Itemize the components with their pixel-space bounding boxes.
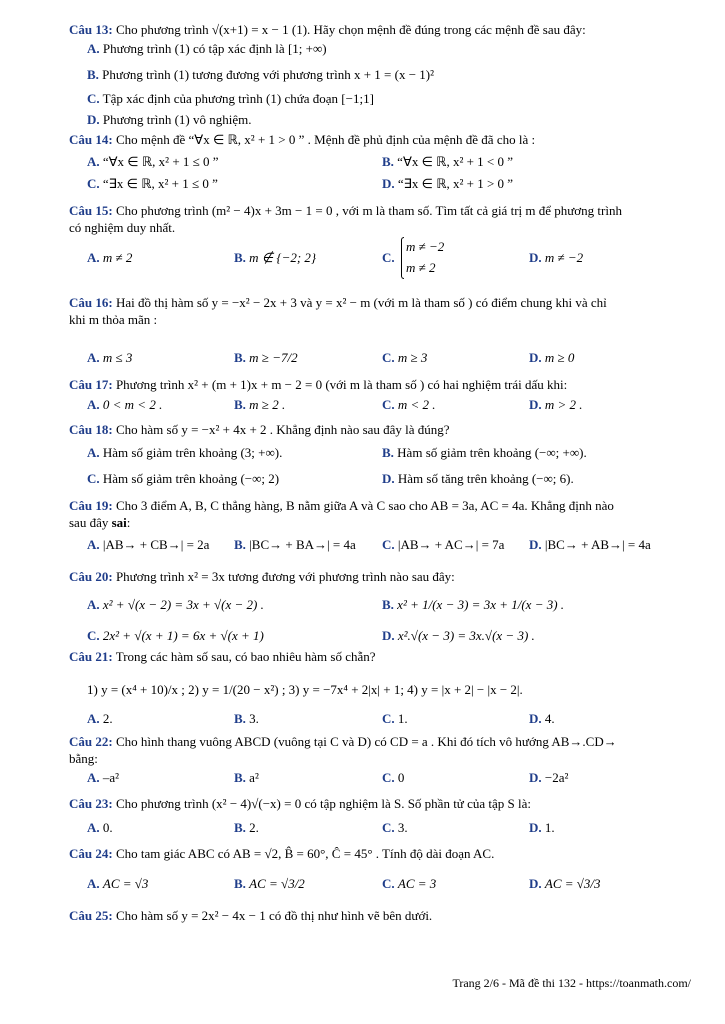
option-b: B. m ∉ {−2; 2} xyxy=(234,250,317,265)
option-b: B. |BC→ + BA→| = 4a xyxy=(234,537,356,552)
question-number: Câu 13: xyxy=(69,22,113,37)
question-22-cont: bằng: xyxy=(69,751,98,766)
option-a: A. m ≠ 2 xyxy=(87,250,133,265)
option-b: B. 2. xyxy=(234,820,259,835)
page-footer: Trang 2/6 - Mã đề thi 132 - https://toanmath.com/ xyxy=(452,976,691,990)
option-a: A. m ≤ 3 xyxy=(87,350,133,365)
option-d: D. Phương trình (1) vô nghiệm. xyxy=(87,112,252,127)
option-c: C. AC = 3 xyxy=(382,876,437,891)
option-a: A. |AB→ + CB→| = 2a xyxy=(87,537,210,552)
option-b: B. Phương trình (1) tương đương với phương trình x + 1 = (x − 1)² xyxy=(87,67,434,82)
question-24: Câu 24: Cho tam giác ABC có AB = √2, B̂ = 60°, Ĉ = 45° . Tính độ dài đoạn AC. xyxy=(69,846,495,861)
option-a: A. Hàm số giảm trên khoảng (3; +∞). xyxy=(87,445,283,460)
option-a: A. –a² xyxy=(87,770,120,785)
functions-line: 1) y = (x⁴ + 10)/x ; 2) y = 1/(20 − x²) ; 3) y = −7x⁴ + 2|x| + 1; 4) y = |x + 2| − |x − 2|. xyxy=(87,682,523,697)
question-22: Câu 22: Cho hình thang vuông ABCD (vuông tại C và D) có CD = a . Khi đó tích vô hướng AB→.CD→ xyxy=(69,734,617,749)
option-b: B. Hàm số giảm trên khoảng (−∞; +∞). xyxy=(382,445,587,460)
question-13 xyxy=(69,21,695,38)
option-a: A. x² + √(x − 2) = 3x + √(x − 2) . xyxy=(87,597,264,612)
question-19: Câu 19: Cho 3 điểm A, B, C thẳng hàng, B nằm giữa A và C sao cho AB = 3a, AC = 4a. Khẳng định nào xyxy=(69,498,614,513)
option-c-label: C. xyxy=(382,250,395,265)
option-d: D. Hàm số tăng trên khoảng (−∞; 6). xyxy=(382,471,574,486)
option-d: D. m > 2 . xyxy=(529,397,583,412)
question-25: Câu 25: Cho hàm số y = 2x² − 4x − 1 có đồ thị như hình vẽ bên dưới. xyxy=(69,908,433,923)
option-c-line1: m ≠ −2 xyxy=(406,239,445,254)
option-d: D. 1. xyxy=(529,820,555,835)
option-a: A. “∀x ∈ ℝ, x² + 1 ≤ 0 ” xyxy=(87,154,219,169)
brace xyxy=(401,237,404,279)
option-d: D. m ≥ 0 xyxy=(529,350,575,365)
question-16-cont: khi m thỏa mãn : xyxy=(69,312,158,327)
option-a: A. 0 < m < 2 . xyxy=(87,397,163,412)
option-a: A. AC = √3 xyxy=(87,876,149,891)
question-14: Câu 14: Cho mệnh đề “∀x ∈ ℝ, x² + 1 > 0 ” . Mệnh đề phủ định của mệnh đề đã cho là : xyxy=(69,132,536,147)
option-c: C. Tập xác định của phương trình (1) chứa đoạn [−1;1] xyxy=(87,91,374,106)
question-17: Câu 17: Phương trình x² + (m + 1)x + m − 2 = 0 (với m là tham số ) có hai nghiệm trái dấu khi: xyxy=(69,377,568,392)
option-c: C. 1. xyxy=(382,711,408,726)
option-b: B. m ≥ 2 . xyxy=(234,397,286,412)
option-b: B. “∀x ∈ ℝ, x² + 1 < 0 ” xyxy=(382,154,514,169)
option-b: B. x² + 1/(x − 3) = 3x + 1/(x − 3) . xyxy=(382,597,565,612)
option-b: B. m ≥ −7/2 xyxy=(234,350,298,365)
option-d: D. 4. xyxy=(529,711,555,726)
option-d: D. AC = √3/3 xyxy=(529,876,601,891)
question-21: Câu 21: Trong các hàm số sau, có bao nhiêu hàm số chẵn? xyxy=(69,649,376,664)
option-c-line2: m ≠ 2 xyxy=(406,260,436,275)
option-a: A. 2. xyxy=(87,711,113,726)
option-c: C. 0 xyxy=(382,770,405,785)
option-b: B. a² xyxy=(234,770,259,785)
option-a: A. 0. xyxy=(87,820,113,835)
option-d: D. |BC→ + AB→| = 4a xyxy=(529,537,651,552)
question-16: Câu 16: Hai đồ thị hàm số y = −x² − 2x + 3 và y = x² − m (với m là tham số ) có điểm chung khi và chỉ xyxy=(69,295,607,310)
question-18: Câu 18: Cho hàm số y = −x² + 4x + 2 . Khẳng định nào sau đây là đúng? xyxy=(69,422,450,437)
option-c: C. |AB→ + AC→| = 7a xyxy=(382,537,505,552)
option-c: C. m < 2 . xyxy=(382,397,436,412)
option-b: B. 3. xyxy=(234,711,259,726)
option-d: D. x².√(x − 3) = 3x.√(x − 3) . xyxy=(382,628,535,643)
option-a: A. Phương trình (1) có tập xác định là [1; +∞) xyxy=(87,41,327,56)
question-20: Câu 20: Phương trình x² = 3x tương đương với phương trình nào sau đây: xyxy=(69,569,455,584)
option-d: D. “∃x ∈ ℝ, x² + 1 > 0 ” xyxy=(382,176,514,191)
option-c: C. Hàm số giảm trên khoảng (−∞; 2) xyxy=(87,471,280,486)
question-15: Câu 15: Cho phương trình (m² − 4)x + 3m − 1 = 0 , với m là tham số. Tìm tất cả giá trị m để phương trình xyxy=(69,203,622,218)
question-23: Câu 23: Cho phương trình (x² − 4)√(−x) = 0 có tập nghiệm là S. Số phần tử của tập S là: xyxy=(69,796,532,811)
question-19-cont: sau đây sai: xyxy=(69,515,131,530)
question-text: Cho phương trình √(x+1) = x − 1 (1). Hãy chọn mệnh đề đúng trong các mệnh đề sau đây: xyxy=(115,22,586,37)
question-15-cont: có nghiệm duy nhất. xyxy=(69,220,176,235)
option-c: C. m ≥ 3 xyxy=(382,350,428,365)
option-d: D. −2a² xyxy=(529,770,569,785)
option-b: B. AC = √3/2 xyxy=(234,876,305,891)
option-c: C. 2x² + √(x + 1) = 6x + √(x + 1) xyxy=(87,628,264,643)
option-d: D. m ≠ −2 xyxy=(529,250,584,265)
option-c: C. 3. xyxy=(382,820,408,835)
option-c: C. “∃x ∈ ℝ, x² + 1 ≤ 0 ” xyxy=(87,176,218,191)
